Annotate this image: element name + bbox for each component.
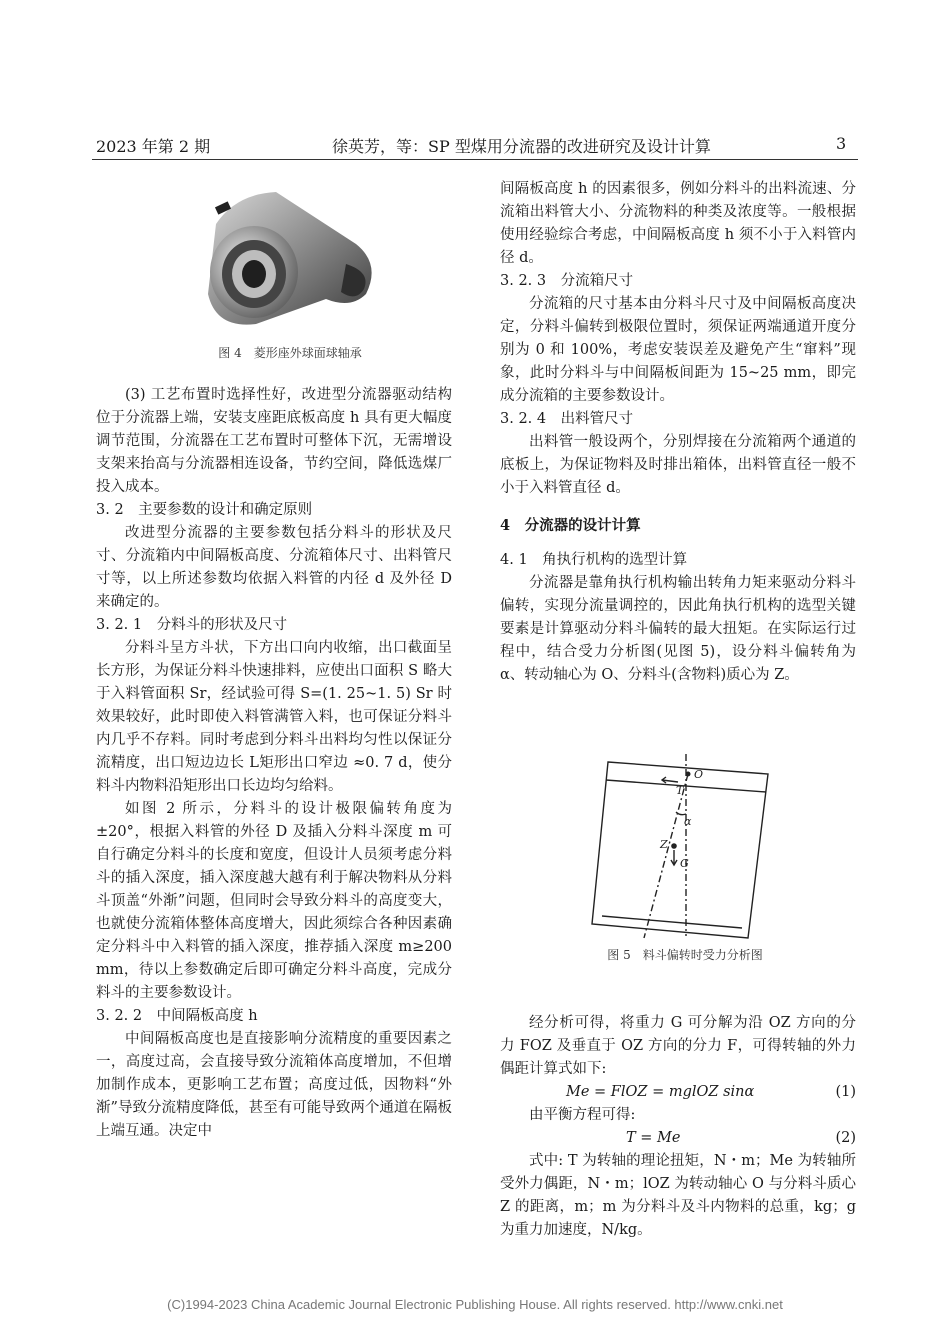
header-rule bbox=[92, 159, 858, 160]
mass-center-point bbox=[671, 843, 677, 849]
journal-issue: 2023 年第 2 期 bbox=[96, 137, 211, 156]
equation-1-number: (1) bbox=[835, 1084, 856, 1100]
figure-4 bbox=[196, 184, 386, 334]
equation-2-number: (2) bbox=[835, 1130, 856, 1146]
section-heading-3-2-2: 3. 2. 2 中间隔板高度 h bbox=[96, 1008, 258, 1024]
paragraph: 分流器是靠角执行机构输出转角力矩来驱动分料斗偏转，实现分流量调控的，因此角执行机构的选型关键要素是计算驱动分料斗偏转的最大扭矩。在实际运行过程中，结合受力分析图(见图 5)，设分料斗偏转角为 α、转动轴心为 O、分料斗(含物料)质心为 Z。 bbox=[500, 575, 856, 683]
paragraph: 经分析可得，将重力 G 可分解为沿 OZ 方向的分力 FOZ 及垂直于 OZ 方向的分力 F，可得转轴的外力偶距计算式如下: bbox=[500, 1015, 856, 1077]
equation-2 bbox=[500, 1127, 856, 1150]
paragraph: 改进型分流器的主要参数包括分料斗的形状及尺寸、分流箱内中间隔板高度、分流箱体尺寸、出料管尺寸等，以上所述参数均依据入料管的内径 d 及外径 D 来确定的。 bbox=[96, 525, 452, 610]
figure-5 bbox=[590, 752, 780, 942]
paragraph: 分流箱的尺寸基本由分料斗尺寸及中间隔板高度决定，分料斗偏转到极限位置时，须保证两端通道开度分别为 0 和 100%，考虑安装误差及避免产生“窜料”现象，此时分料斗与中间隔板间距为 15~25 mm，即完成分流箱的主要参数设计。 bbox=[500, 296, 856, 404]
right-column-top bbox=[500, 178, 856, 687]
copyright-footer: (C)1994-2023 China Academic Journal Electronic Publishing House. All rights reserved. http://www.cnki.net bbox=[167, 1297, 783, 1312]
section-heading-3-2-3: 3. 2. 3 分流箱尺寸 bbox=[500, 273, 634, 289]
label-Z: Z bbox=[660, 838, 668, 851]
label-T: T bbox=[676, 784, 684, 797]
running-title: 徐英芳，等：SP 型煤用分流器的改进研究及设计计算 bbox=[332, 137, 711, 156]
section-heading-3-2-4: 3. 2. 4 出料管尺寸 bbox=[500, 411, 634, 427]
equation-2-body: T = Me bbox=[626, 1130, 681, 1146]
paragraph: (3) 工艺布置时选择性好，改进型分流器驱动结构位于分流器上端，安装支座距底板高度 h 具有更大幅度调节范围，分流器在工艺布置时可整体下沉，无需增设支架来抬高与分流器相连设备，节约空间，降低选煤厂投入成本。 bbox=[96, 387, 452, 495]
label-O: O bbox=[694, 768, 704, 781]
pivot-point bbox=[686, 772, 691, 777]
paragraph: 间隔板高度 h 的因素很多，例如分料斗的出料流速、分流箱出料管大小、分流物料的种类及浓度等。一般根据使用经验综合考虑，中间隔板高度 h 须不小于入料管内径 d。 bbox=[500, 181, 856, 266]
paragraph: 中间隔板高度也是直接影响分流精度的重要因素之一，高度过高，会直接导致分流箱体高度增加，不但增加制作成本，更影响工艺布置；高度过低，因物料“外渐”导致分流精度降低，甚至有可能导致两个通道在隔板上端互通。决定中 bbox=[96, 1031, 452, 1139]
equation-1 bbox=[500, 1081, 856, 1104]
label-alpha: α bbox=[684, 815, 692, 828]
figure-4-caption: 图 4 菱形座外球面球轴承 bbox=[218, 346, 362, 360]
paragraph: 式中: T 为转轴的理论扭矩，N・m；Me 为转轴所受外力偶距，N・m；lOZ 为转动轴心 O 与分料斗质心 Z 的距离，m；m 为分料斗及斗内物料的总重，kg；g 为重力加速度，N/kg。 bbox=[500, 1153, 856, 1238]
label-G: G bbox=[680, 857, 689, 870]
paragraph: 出料管一般设两个，分别焊接在分流箱两个通道的底板上，为保证物料及时排出箱体，出料管直径一般不小于入料管直径 d。 bbox=[500, 434, 856, 496]
bearing-image bbox=[196, 184, 386, 334]
right-column-bottom bbox=[500, 1012, 856, 1242]
force-diagram bbox=[590, 752, 780, 942]
section-heading-3-2: 3. 2 主要参数的设计和确定原则 bbox=[96, 502, 313, 518]
section-heading-4: 4 分流器的设计计算 bbox=[500, 517, 641, 534]
paragraph: 分料斗呈方斗状，下方出口向内收缩，出口截面呈长方形，为保证分料斗快速排料，应使出口面积 S 略大于入料管面积 Sr，经试验可得 S=(1. 25~1. 5) Sr 时效果较好，此时即使入料管满管入料，也可保证分料斗内几乎不存料。同时考虑到分料斗出料均匀性以保证分流精度，出口短边边长 L矩形出口窄边 ≈0. 7 d，使分料斗内物料沿矩形出口长边均匀给料。 bbox=[96, 640, 452, 794]
oz-axis bbox=[644, 774, 688, 938]
section-heading-3-2-1: 3. 2. 1 分料斗的形状及尺寸 bbox=[96, 617, 288, 633]
section-heading-4-1: 4. 1 角执行机构的选型计算 bbox=[500, 552, 688, 568]
equation-1-body: Me = FlOZ = mglOZ sinα bbox=[566, 1084, 755, 1100]
figure-5-caption: 图 5 料斗偏转时受力分析图 bbox=[607, 948, 763, 962]
paragraph: 由平衡方程可得: bbox=[529, 1107, 636, 1123]
paragraph: 如图 2 所示，分料斗的设计极限偏转角度为 ±20°，根据入料管的外径 D 及插入分料斗深度 m 可自行确定分料斗的长度和宽度，但设计人员须考虑分料斗的插入深度，插入深度越大越有利于解决物料从分料斗顶盖“外渐”问题，但同时会导致分料斗的高度变大，也就使分流箱体整体高度增大，因此须综合各种因素确定分料斗中入料管的插入深度，推荐插入深度 m≥200 mm，待以上参数确定后即可确定分料斗高度，完成分料斗的主要参数设计。 bbox=[96, 801, 452, 1001]
left-column bbox=[96, 384, 452, 1143]
page-number: 3 bbox=[836, 134, 847, 153]
